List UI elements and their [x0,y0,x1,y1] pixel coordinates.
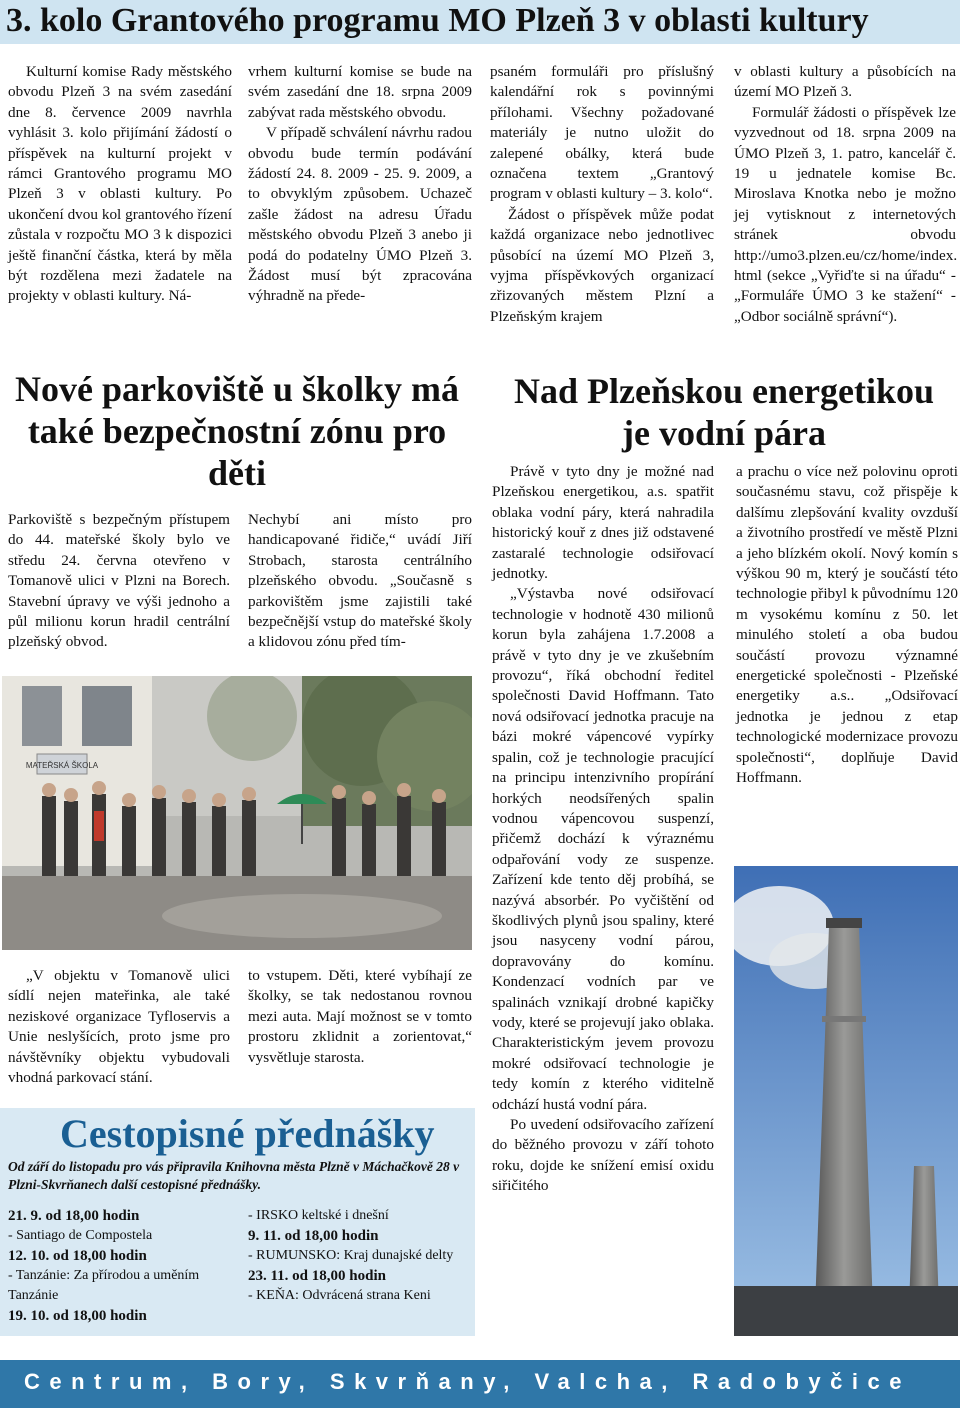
lecture-topic: - Santiago de Compostela [8,1228,153,1243]
grant-paragraph: v oblasti kultury a působících na území MO Plzeň 3. [734,63,956,101]
footer-bar [0,1360,960,1408]
energy-headline: Nad Plzeňskou energetikou je vodní pára [513,371,934,453]
lecture-topic: - Tanzánie: Za přírodou a uměním Tanzánie [8,1268,200,1303]
chimney-photo [734,866,958,1336]
energy-paragraph: Právě v tyto dny je možné nad Plzeňskou energetikou, a.s. spatřit oblaka vodní páry, která nahradila historický kouř z dnes již odstavené zastaralé technologie odsiřovací jednotky. [492,463,714,583]
grant-column-2 [248,62,472,307]
grant-paragraph: Kulturní komise Rady městského obvodu Plzeň 3 na svém zasedání dne 8. července 2009 navrhla vyhlásit 3. kolo přijímání žádostí o příspěvek na kulturní projekt v rámci Grantového programu MO Plzeň 3 v oblasti kultury. Po ukončení dvou kol grantového řízení zůstala v rozpočtu MO 3 k dispozici ještě finanční částka, která by měla být rozdělena mezi žadatele na projekty v oblasti kultury. Ná- [8,63,232,305]
lectures-intro: Od září do listopadu pro vás připravila Knihovna města Plzně v Máchačkově 28 v Plzni-Skvrňanech další cestopisné přednášky. [8,1159,460,1192]
parking-paragraph: to vstupem. Děti, které vybíhají ze školky, se tak nedostanou rovnou mezi auta. Mají možnost se v tomto prostoru zklidnit a zorientovat,“ vysvětluje starosta. [248,967,472,1066]
parking-photo [2,676,472,950]
lecture-date: 9. 11. od 18,00 hodin [248,1228,379,1244]
grant-paragraph: Žádost o příspěvek může podat každá organizace nebo jednotlivec působící na území MO Plzeň 3, vyjma příspěvkových organizací zřizovaných městem Plzní a Plzeňským krajem [490,205,714,325]
parking-column-3 [8,966,230,1088]
grant-paragraph: V případě schválení návrhu radou obvodu bude termín podávání žádostí 24. 8. 2009 - 25. 9. 2009, a to obvyklým způsobem. Uchazeč zašle žádost na adresu Úřadu městského obvodu Plzeň 3 anebo ji podá do podatelny ÚMO Plzeň 3. Žádost musí být zpracována výhradně na přede- [248,124,472,305]
page-title: 3. kolo Grantového programu MO Plzeň 3 v oblasti kultury [6,2,869,39]
parking-column-4 [248,966,472,1068]
parking-column-1 [8,510,230,653]
lecture-date: 19. 10. od 18,00 hodin [8,1308,147,1324]
energy-column-2 [736,462,958,789]
grant-column-4 [734,62,956,327]
page-title-bar [0,0,960,44]
energy-paragraph: Po uvedení odsiřovacího zařízení do běžného provozu v září tohoto roku, dojde ke snížení emisí oxidu siřičitého [492,1116,714,1195]
lecture-topic: - IRSKO keltské i dnešní [248,1208,389,1223]
lectures-title: Cestopisné přednášky [60,1111,435,1156]
lecture-date: 12. 10. od 18,00 hodin [8,1248,147,1264]
parking-photo-image [2,676,472,950]
lectures-box [0,1108,475,1336]
grant-column-3 [490,62,714,327]
energy-paragraph: a prachu o více než polovinu oproti současnému stavu, což přispěje k dalšímu zlepšování kvality ovzduší a životního prostředí ve městě Plzni a jeho blízkém okolí. Nový komín s výškou 90 m, který je součástí této technologie přibyl k původnímu 120 m vysokému komínu z 50. let minulého století a oba budou součástí provozu významné energetické společnosti - Plzeňské energetiky a.s.. „Odsiřovací jednotka je jednou z etap technologické modernizace provozu společnosti“, doplňuje David Hoffmann. [736,463,958,787]
parking-paragraph: Nechybí ani místo pro handicapované řidiče,“ uvádí Jiří Strobach, starosta centrálního plzeňského obvodu. „Současně s parkovištěm jsme zajistili také bezpečnější vstup do mateřské školy a klidovou zónu před tím- [248,511,472,651]
lectures-left-column [8,1206,230,1326]
parking-paragraph: „V objektu v Tomanově ulici sídlí nejen mateřinka, ale také neziskové organizace Tyfloservis a Unie neslyšících, proto jsme pro návštěvníky objektu vybudovali vhodná parkovací stání. [8,967,230,1087]
chimney-photo-image [734,866,958,1336]
energy-column-1 [492,462,714,1197]
parking-paragraph: Parkoviště s bezpečným přístupem do 44. mateřské školy bylo ve středu 24. června otevřeno v Tomanově ulici v Plzni na Borech. Stavební úpravy ve výši jednoho a půl milionu korun hradil centrální plzeňský obvod. [8,511,230,651]
grant-paragraph: Formulář žádosti o příspěvek lze vyzvednout od 18. srpna 2009 na ÚMO Plzeň 3, 1. patro, kancelář č. 19 u jednatele komise Bc. Miroslava Knotka nebo je možno jej vytisknout z internetových stránek obvodu http://umo3.plzen.eu/cz/home/index. html (sekce „Vyřiďte si na úřadu“ - „Formuláře ÚMO 3 ke stažení“ - „Odbor sociálně správní“). [734,103,958,325]
lectures-right-column [248,1206,470,1306]
energy-paragraph: „Výstavba nové odsiřovací technologie v hodnotě 430 milionů korun byla zahájena 1.7.2008 a právě v tyto dny je ve zkušebním provozu“, říká obchodní ředitel společnosti David Hoffmann. Tato nová odsiřovací jednotka pracuje na bázi mokré vápencové vypírky spalin, což je technologie pracující na principu intenzivního propírání horkých neodsířených spalin vodnou vápencovou suspenzí, přičemž dochází k výraznému odpařování vody ze suspenze. Zařízení kde tento děj probíhá, se nazývá absorbér. Po vyčištění od škodlivých plynů jsou spaliny, které jsou nasyceny vodní párou, dopravovány do komínu. Kondenzací vodních par ve spalinách vznikají drobné kapičky vody, které se projevují jako oblaka. Charakteristickým jevem provozu mokré odsiřovací technologie je tedy komín z kterého viditelně odchází hustá vodní pára. [492,585,714,1113]
grant-paragraph: vrhem kulturní komise se bude na svém zasedání dne 18. srpna 2009 zabývat rada městského obvodu. [248,63,472,121]
photo-sign-text: MATEŘSKÁ ŠKOLA [25,761,99,770]
grant-column-1 [8,62,232,307]
parking-column-2 [248,510,472,653]
lecture-date: 23. 11. od 18,00 hodin [248,1268,386,1284]
lecture-date: 21. 9. od 18,00 hodin [8,1208,140,1224]
footer-districts: Centrum, Bory, Skvrňany, Valcha, Radobyčice [24,1369,911,1394]
parking-headline: Nové parkoviště u školky má také bezpečnostní zónu pro děti [14,369,460,493]
grant-paragraph: psaném formuláři pro příslušný kalendářní rok s povinnými přílohami. Všechny požadované materiály je nutno uložit do zalepené obálky, která bude označena textem „Grantový program v oblasti kultury – 3. kolo“. [490,63,714,203]
lecture-topic: - KEŇA: Odvrácená strana Keni [248,1288,431,1303]
lecture-topic: - RUMUNSKO: Kraj dunajské delty [248,1248,454,1263]
